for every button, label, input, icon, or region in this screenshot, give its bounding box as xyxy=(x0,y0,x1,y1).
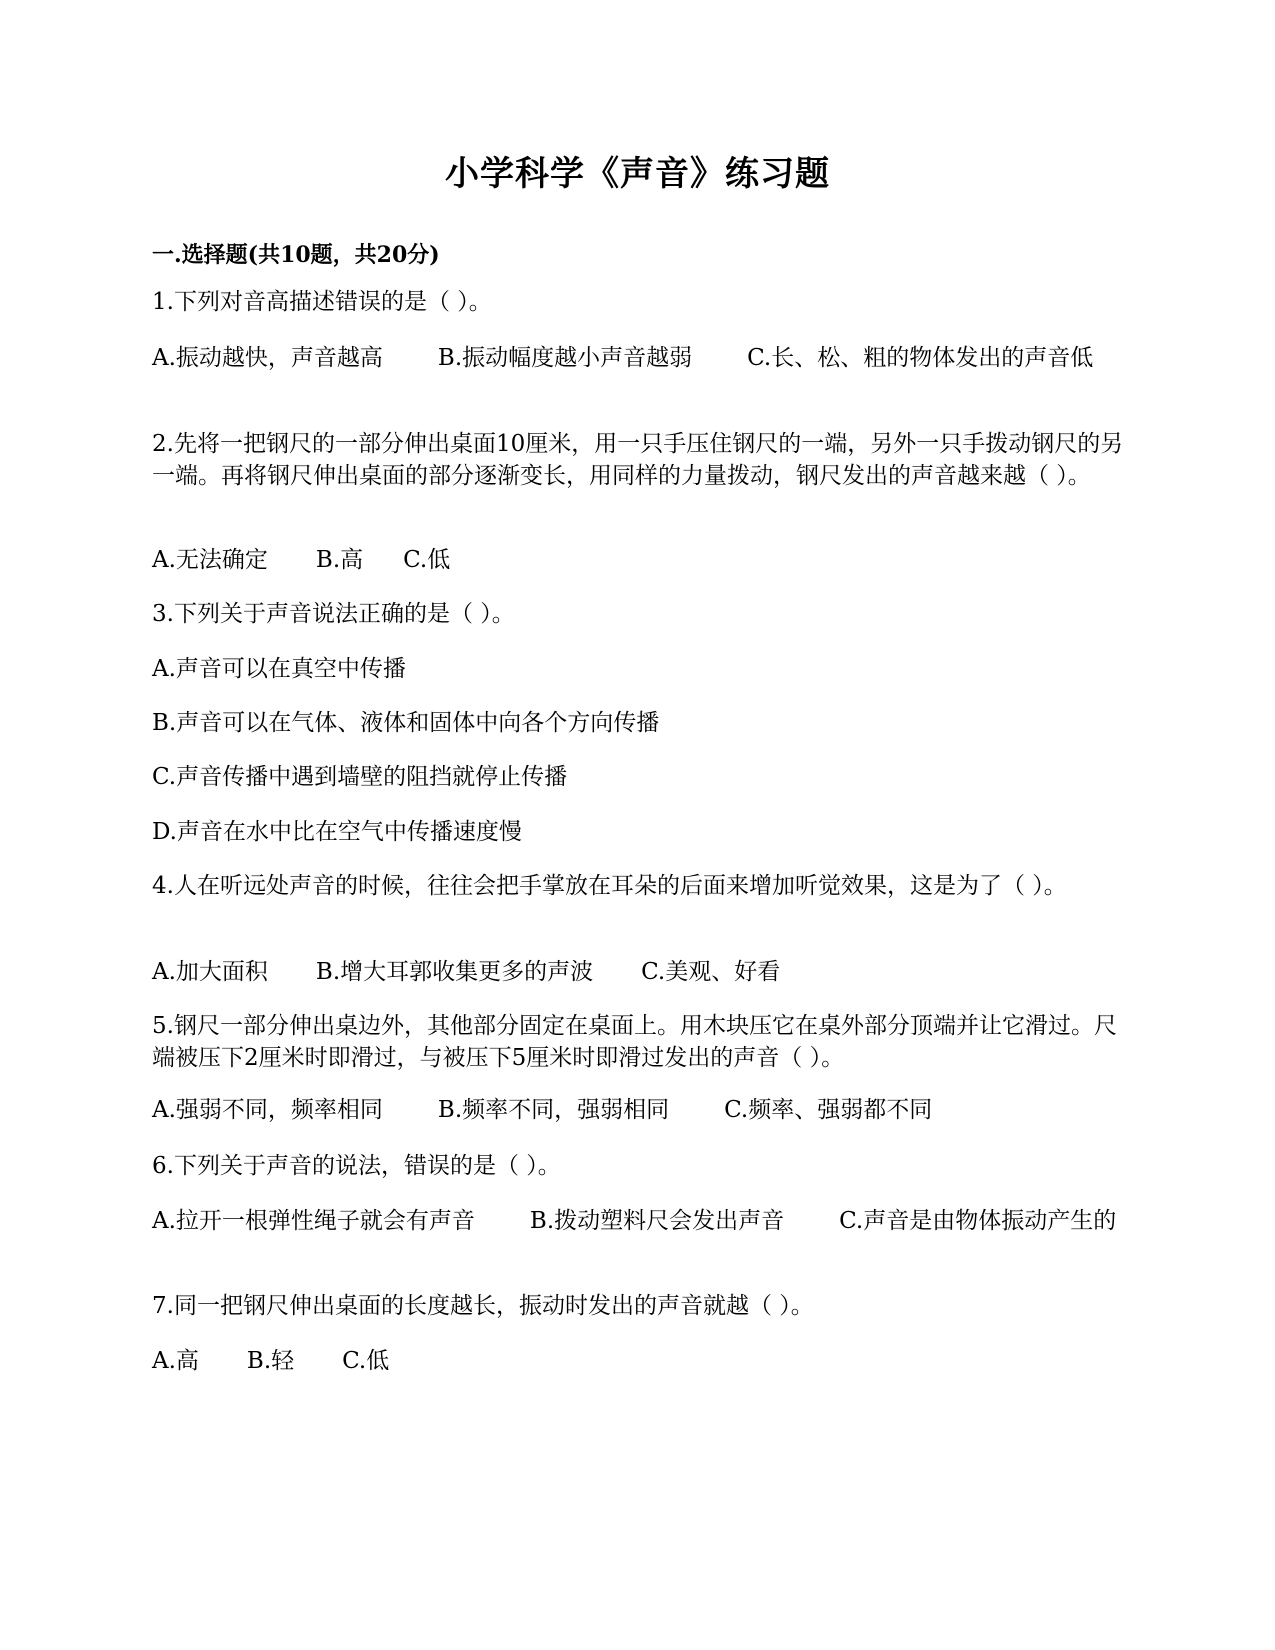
question-5-option-a: A.强弱不同，频率相同 xyxy=(152,1097,383,1123)
question-5-option-c: C.频率、强弱都不同 xyxy=(724,1097,933,1123)
question-7-options xyxy=(152,1345,1132,1377)
question-4-option-b: B.增大耳郭收集更多的声波 xyxy=(315,959,594,985)
question-7-option-b: B.轻 xyxy=(246,1348,295,1374)
question-4-stem: 4.人在听远处声音的时候，往往会把手掌放在耳朵的后面来增加听觉效果，这是为了（ ）。 xyxy=(152,873,1067,899)
question-6-stem: 6.下列关于声音的说法，错误的是（ ）。 xyxy=(152,1153,561,1179)
question-3-option-d: D.声音在水中比在空气中传播速度慢 xyxy=(152,819,522,845)
question-3-option-a: A.声音可以在真空中传播 xyxy=(152,656,406,682)
question-6-options xyxy=(152,1205,1132,1237)
question-4-options xyxy=(152,956,1132,988)
section-heading: 一.选择题(共10题，共20分) xyxy=(152,242,440,268)
question-1-options xyxy=(152,342,1132,374)
question-7-stem: 7.同一把钢尺伸出桌面的长度越长，振动时发出的声音就越（ ）。 xyxy=(152,1293,814,1319)
page-title: 小学科学《声音》练习题 xyxy=(445,154,830,194)
question-2-option-b: B.高 xyxy=(315,547,364,573)
question-1-option-b: B.振动幅度越小声音越弱 xyxy=(437,345,693,371)
question-6-option-b: B.拨动塑料尺会发出声音 xyxy=(529,1208,785,1234)
question-7-option-a: A.高 xyxy=(152,1348,199,1374)
question-1-option-a: A.振动越快，声音越高 xyxy=(152,345,383,371)
question-6-option-a: A.拉开一根弹性绳子就会有声音 xyxy=(152,1208,475,1234)
question-5-stem: 5.钢尺一部分伸出桌边外，其他部分固定在桌面上。用木块压它在桌外部分顶端并让它滑过。尺端被压下2厘米时即滑过，与被压下5厘米时即滑过发出的声音（ ）。 xyxy=(152,1013,1117,1071)
question-1-stem: 1.下列对音高描述错误的是（ ）。 xyxy=(152,289,492,315)
question-3-option-c: C.声音传播中遇到墙壁的阻挡就停止传播 xyxy=(152,764,568,790)
question-2-option-c: C.低 xyxy=(403,547,451,573)
question-5-option-b: B.频率不同，强弱相同 xyxy=(437,1097,670,1123)
question-3-option-b: B.声音可以在气体、液体和固体中向各个方向传播 xyxy=(152,710,660,736)
question-2-options xyxy=(152,544,1132,576)
question-1-option-c: C.长、松、粗的物体发出的声音低 xyxy=(747,345,1094,371)
question-2-option-a: A.无法确定 xyxy=(152,547,268,573)
question-4-option-c: C.美观、好看 xyxy=(641,959,781,985)
question-7-option-c: C.低 xyxy=(342,1348,390,1374)
question-3-stem: 3.下列关于声音说法正确的是（ ）。 xyxy=(152,601,515,627)
question-6-option-c: C.声音是由物体振动产生的 xyxy=(839,1208,1117,1234)
question-2-stem: 2.先将一把钢尺的一部分伸出桌面10厘米，用一只手压住钢尺的一端，另外一只手拨动钢尺的另一端。再将钢尺伸出桌面的部分逐渐变长，用同样的力量拨动，钢尺发出的声音越来越（ ）。 xyxy=(152,431,1124,489)
question-5-options xyxy=(152,1094,1132,1126)
question-4-option-a: A.加大面积 xyxy=(152,959,268,985)
